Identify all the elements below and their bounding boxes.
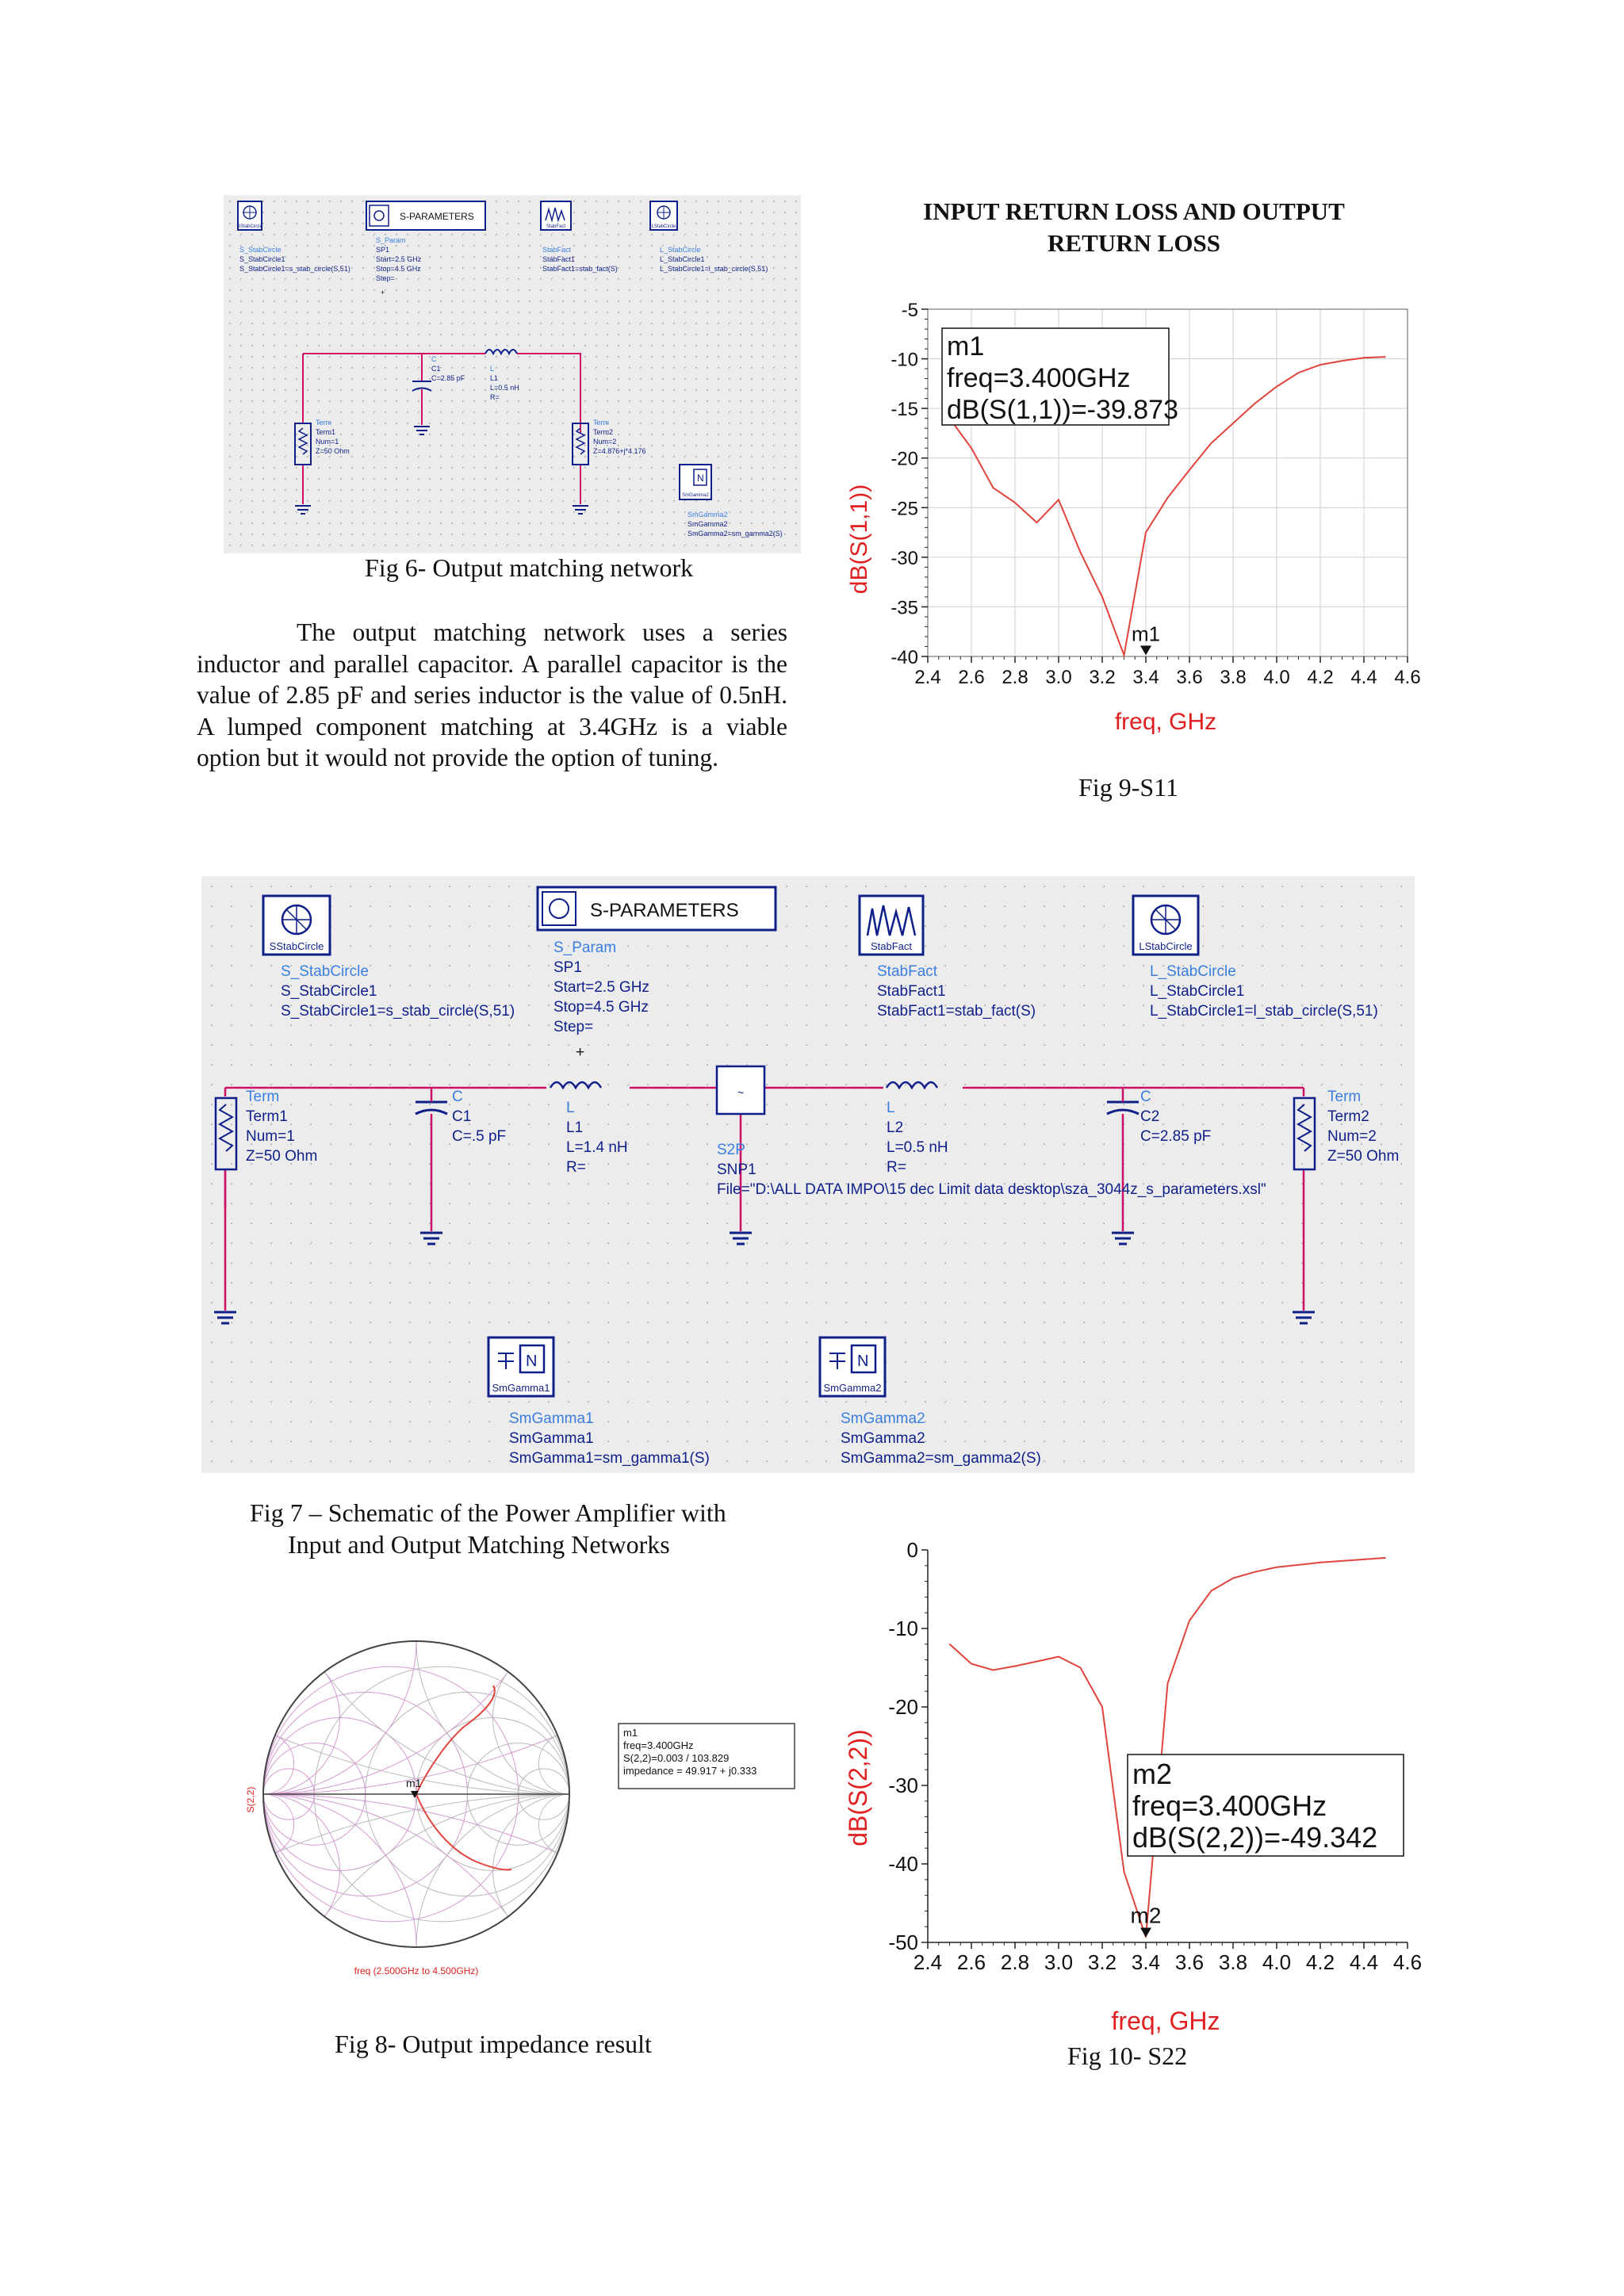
reactance-arc [493, 1794, 646, 1947]
sstab-icon-label: SStabCircle [237, 224, 262, 229]
f7-s2p-line1: SNP1 [717, 1161, 756, 1178]
susceptance-arc [238, 1794, 416, 1990]
fig6-schematic [224, 195, 801, 553]
m1-smith-marker[interactable] [406, 1777, 422, 1798]
f7-stabfact-line1: StabFact1 [877, 983, 946, 1000]
lstab-icon-label: LStabCircle [651, 224, 676, 229]
f7-lstab-line2: L_StabCircle1=l_stab_circle(S,51) [1150, 1003, 1378, 1020]
sstab-icon[interactable] [237, 201, 262, 230]
stabfact-line0: StabFact [542, 246, 572, 254]
f7-smgamma1-icon[interactable] [488, 1337, 553, 1396]
term1-line0: Term [316, 419, 331, 427]
l-stab-line0: L_StabCircle [660, 246, 701, 254]
y-tick-label: -10 [891, 349, 918, 371]
term1-line2: Num=1 [316, 438, 339, 446]
stabfact-icon[interactable] [541, 201, 571, 230]
sparam-line3: Stop=4.5 GHz [376, 265, 421, 273]
stabfact-icon-label: StabFact [546, 224, 566, 229]
l-stab-line1: L_StabCircle1 [660, 255, 705, 263]
x-tick-label: 4.0 [1263, 667, 1290, 688]
f7-sm1-line1: SmGamma1 [509, 1430, 594, 1447]
f7-l2-line3: R= [887, 1159, 906, 1176]
smgamma-line1: SmGamma2 [688, 520, 728, 528]
y-tick-label: -30 [888, 1774, 918, 1797]
fig8-xlabel: freq (2.500GHz to 4.500GHz) [354, 1965, 479, 1976]
x-tick-label: 2.4 [913, 1950, 943, 1974]
f7-term1-line3: Z=50 Ohm [246, 1148, 318, 1165]
y-tick-label: -20 [888, 1695, 918, 1719]
f7-c1-line2: C=.5 pF [452, 1128, 507, 1145]
fig8-readout-line2: S(2,2)=0.003 / 103.829 [623, 1752, 730, 1764]
m2-marker[interactable] [1131, 1903, 1162, 1937]
fig10-ylabel: dB(S(2,2)) [844, 1729, 872, 1846]
x-tick-label: 4.4 [1349, 1950, 1379, 1974]
f7-l1-line2: L=1.4 nH [566, 1139, 628, 1156]
s-stab-line0: S_StabCircle [239, 246, 282, 254]
f7-term2-line0: Term [1327, 1089, 1362, 1105]
sparams-title: S-PARAMETERS [400, 211, 474, 222]
s-stab-line1: S_StabCircle1 [239, 255, 285, 263]
m1-marker[interactable] [1132, 622, 1160, 655]
f7-l1-line0: L [566, 1100, 575, 1116]
plus-sign: + [381, 289, 385, 297]
f7-sstab-label: SStabCircle [269, 940, 324, 952]
sparam-line4: Step= [376, 274, 395, 282]
x-tick-label: 3.2 [1089, 667, 1116, 688]
sparam-line2: Start=2.5 GHz [376, 255, 422, 263]
fig9-xlabel: freq, GHz [1114, 709, 1217, 735]
sparam-line0: S_Param [376, 236, 406, 244]
x-tick-label: 3.8 [1218, 1950, 1248, 1974]
term2-line0: Term [593, 419, 609, 427]
y-tick-label: -50 [888, 1931, 918, 1954]
paragraph-text: The output matching network uses a series inductor and parallel capacitor. A parallel capacitor is the value of 2.85 pF and series inductor is the value of 0.5nH. A lumped component matching at 3.4GHz is a viable option but it would not provide the option of tuning. [197, 618, 787, 771]
marker-triangle [1140, 645, 1151, 655]
f7-term2-line1: Term2 [1327, 1108, 1369, 1125]
f7-sparam-line3: Stop=4.5 GHz [553, 999, 649, 1016]
heading-line1: INPUT RETURN LOSS AND OUTPUT [923, 197, 1345, 225]
x-tick-label: 3.6 [1176, 667, 1203, 688]
lstab-icon[interactable] [650, 201, 677, 230]
fig10-caption: Fig 10- S22 [1067, 2042, 1188, 2070]
y-tick-label: -40 [891, 647, 918, 668]
f7-sstab-icon[interactable] [263, 896, 330, 955]
f7-c1-line0: C [452, 1089, 463, 1105]
term1-line3: Z=50 Ohm [316, 447, 350, 455]
f7-c1-line1: C1 [452, 1108, 472, 1125]
svg-text:N: N [857, 1353, 869, 1370]
fig8-readout-line0: m1 [623, 1727, 638, 1739]
m1-readout-line2: dB(S(1,1))=-39.873 [947, 395, 1178, 425]
m1-smith-readout[interactable] [619, 1724, 795, 1789]
m1-smith-label: m1 [406, 1777, 422, 1789]
s-stab-line2: S_StabCircle1=s_stab_circle(S,51) [239, 265, 350, 273]
f7-lstab-line0: L_StabCircle [1150, 963, 1236, 980]
x-tick-label: 3.8 [1220, 667, 1247, 688]
c-line1: C1 [431, 365, 441, 373]
marker-triangle [1140, 1927, 1151, 1937]
f7-plus-sign: + [576, 1044, 585, 1061]
f7-l1-line3: R= [566, 1159, 586, 1176]
x-tick-label: 3.4 [1131, 1950, 1161, 1974]
x-tick-label: 3.0 [1044, 1950, 1074, 1974]
fig9-caption: Fig 9-S11 [1078, 773, 1178, 802]
y-tick-label: 0 [906, 1538, 918, 1562]
f7-sm1-line2: SmGamma1=sm_gamma1(S) [509, 1450, 710, 1467]
f7-sm2-line0: SmGamma2 [841, 1410, 925, 1427]
f7-term2-line3: Z=50 Ohm [1327, 1148, 1400, 1165]
f7-stabfact-line0: StabFact [877, 963, 938, 980]
f7-sparam-line2: Start=2.5 GHz [553, 979, 649, 996]
f7-s2p-line2: File="D:\ALL DATA IMPO\15 dec Limit data desktop\sza_3044z_s_parameters.xsl" [717, 1181, 1266, 1198]
y-tick-label: -30 [891, 547, 918, 569]
y-tick-label: -10 [888, 1617, 918, 1640]
l-line1: L1 [490, 374, 499, 382]
x-tick-label: 4.6 [1392, 1950, 1423, 1974]
x-tick-label: 2.6 [958, 667, 985, 688]
term1-line1: Term1 [316, 428, 336, 436]
x-tick-label: 4.4 [1350, 667, 1377, 688]
body-paragraph [197, 617, 787, 774]
m1-readout-line0: m1 [947, 331, 985, 362]
x-tick-label: 2.4 [914, 667, 941, 688]
m2-readout-line2: dB(S(2,2))=-49.342 [1132, 1821, 1378, 1854]
fig6-caption: Fig 6- Output matching network [365, 553, 694, 582]
f7-sparams-title: S-PARAMETERS [590, 900, 739, 921]
f7-l2-line1: L2 [887, 1119, 904, 1136]
x-tick-label: 4.2 [1305, 1950, 1335, 1974]
f7-s2p-line0: S2P [717, 1142, 745, 1158]
fig8-readout-line1: freq=3.400GHz [623, 1739, 694, 1751]
fig10-chart [841, 1522, 1427, 2045]
y-tick-label: -5 [901, 300, 918, 321]
s22-series-line [950, 1558, 1386, 1938]
fig9-chart [841, 293, 1427, 753]
f7-sparam-line4: Step= [553, 1019, 594, 1035]
l-stab-line2: L_StabCircle1=l_stab_circle(S,51) [660, 265, 768, 273]
smgamma-line2: SmGamma2=sm_gamma2(S) [688, 530, 783, 538]
x-tick-label: 2.8 [1002, 667, 1028, 688]
x-tick-label: 3.2 [1087, 1950, 1117, 1974]
stabfact-line1: StabFact1 [542, 255, 576, 263]
susceptance-arc [238, 1617, 569, 1794]
f7-sstab-line0: S_StabCircle [281, 963, 369, 980]
term2-line3: Z=4.876+j*4.176 [593, 447, 646, 455]
f7-sparam-line1: SP1 [553, 959, 582, 976]
reactance-arc [416, 1794, 722, 1990]
fig9-ylabel: dB(S(1,1)) [846, 484, 872, 595]
f7-term1-line0: Term [246, 1089, 280, 1105]
m2-readout-box[interactable] [1128, 1755, 1404, 1856]
f7-sm2-line1: SmGamma2 [841, 1430, 925, 1447]
f7-stabfact-icon[interactable] [860, 896, 923, 955]
smgamma-line0: SmGamma2 [688, 511, 728, 519]
f7-term1-line1: Term1 [246, 1108, 288, 1125]
c-line0: C [431, 355, 437, 363]
x-tick-label: 4.2 [1307, 667, 1334, 688]
y-tick-label: -15 [891, 399, 918, 421]
f7-sm2-line2: SmGamma2=sm_gamma2(S) [841, 1450, 1041, 1467]
f7-stabfact-label: StabFact [870, 940, 913, 952]
l-line3: R= [490, 393, 500, 401]
fig9-heading [864, 196, 1404, 259]
f7-sm1-line0: SmGamma1 [509, 1410, 594, 1427]
x-tick-label: 2.6 [956, 1950, 986, 1974]
term2-line1: Term2 [593, 428, 614, 436]
y-tick-label: -20 [891, 448, 918, 470]
fig7-caption-line1: Fig 7 – Schematic of the Power Amplifier with [250, 1498, 726, 1527]
f7-l1-line1: L1 [566, 1119, 584, 1136]
y-tick-label: -40 [888, 1852, 918, 1876]
f7-l2-line2: L=0.5 nH [887, 1139, 948, 1156]
f7-sstab-line1: S_StabCircle1 [281, 983, 377, 1000]
c-line2: C=2.85 pF [431, 374, 465, 382]
f7-c2-line2: C=2.85 pF [1140, 1128, 1212, 1145]
f7-s2p-block[interactable] [717, 1066, 764, 1114]
f7-l2-line0: L [887, 1100, 895, 1116]
f7-smgamma2-icon[interactable] [820, 1337, 885, 1396]
f7-term2-line2: Num=2 [1327, 1128, 1377, 1145]
f7-c2-line0: C [1140, 1089, 1151, 1105]
fig8-smith-chart [238, 1617, 809, 1990]
l-line0: L [490, 365, 495, 373]
f7-lstab-line1: L_StabCircle1 [1150, 983, 1245, 1000]
x-tick-label: 2.8 [1000, 1950, 1030, 1974]
susceptance-arc [238, 1794, 569, 1990]
term2-line2: Num=2 [593, 438, 617, 446]
f7-sparam-line0: S_Param [553, 939, 617, 956]
svg-text:~: ~ [737, 1086, 745, 1099]
stabfact-line2: StabFact1=stab_fact(S) [542, 265, 618, 273]
f7-stabfact-line2: StabFact1=stab_fact(S) [877, 1003, 1036, 1020]
x-tick-label: 3.0 [1045, 667, 1072, 688]
marker-label: m1 [1131, 622, 1161, 646]
f7-lstab-label: LStabCircle [1139, 940, 1193, 952]
x-tick-label: 3.4 [1132, 667, 1159, 688]
smgamma-icon-label: SmGamma2 [682, 493, 709, 498]
f7-sstab-line2: S_StabCircle1=s_stab_circle(S,51) [281, 1003, 515, 1020]
fig7-schematic [201, 876, 1415, 1473]
marker-label: m2 [1130, 1903, 1162, 1928]
svg-text:N: N [697, 473, 704, 484]
y-tick-label: -25 [891, 498, 918, 520]
reactance-arc [263, 1794, 809, 1990]
fig10-xlabel: freq, GHz [1111, 2007, 1220, 2035]
y-tick-label: -35 [891, 597, 918, 619]
fig7-caption [250, 1497, 726, 1560]
m2-readout-line1: freq=3.400GHz [1132, 1789, 1327, 1822]
m1-readout-box[interactable] [942, 328, 1178, 425]
m2-readout-line0: m2 [1132, 1758, 1173, 1790]
f7-sparams-box[interactable] [538, 887, 776, 930]
f7-sm1-label: SmGamma1 [492, 1382, 550, 1394]
fig8-readout-line3: impedance = 49.917 + j0.333 [623, 1765, 757, 1777]
f7-c2-line1: C2 [1140, 1108, 1160, 1125]
fig7-caption-line2: Input and Output Matching Networks [288, 1530, 670, 1559]
fig8-caption: Fig 8- Output impedance result [335, 2030, 652, 2058]
svg-text:N: N [526, 1353, 538, 1370]
l-line2: L=0.5 nH [490, 384, 519, 392]
x-tick-label: 4.6 [1394, 667, 1421, 688]
f7-term1-line2: Num=1 [246, 1128, 295, 1145]
sparams-box[interactable] [366, 201, 485, 230]
sparam-line1: SP1 [376, 246, 390, 254]
x-tick-label: 4.0 [1262, 1950, 1292, 1974]
smgamma-icon[interactable] [680, 465, 711, 499]
fig8-ylabel: S(2,2) [245, 1786, 256, 1813]
x-tick-label: 3.6 [1174, 1950, 1205, 1974]
heading-line2: RETURN LOSS [1048, 229, 1220, 257]
f7-sm2-label: SmGamma2 [823, 1382, 882, 1394]
m1-readout-line1: freq=3.400GHz [947, 363, 1131, 393]
f7-lstab-icon[interactable] [1133, 896, 1198, 955]
